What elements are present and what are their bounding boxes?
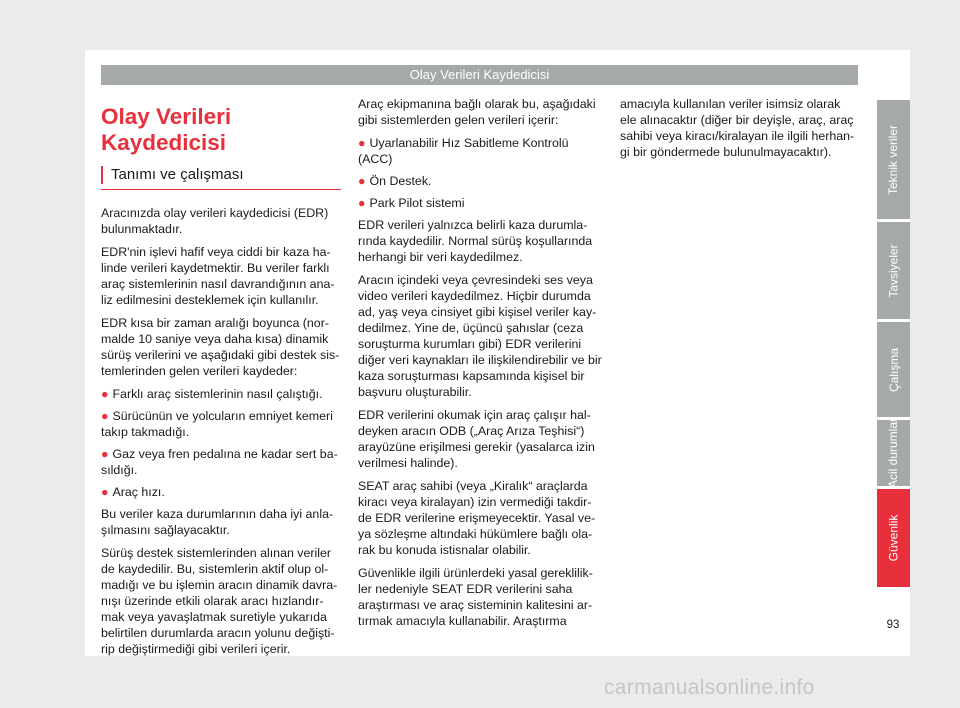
paragraph: EDR verilerini okumak için araç çalışır hal-deyken aracın ODB („Araç Arıza Teşhisi“) arayüzüne erişilmesi gerekir (yasalarca izin verilmesi halinde).	[358, 408, 595, 470]
bullet-icon: ●	[358, 136, 366, 150]
paragraph: SEAT araç sahibi (veya „Kiralık“ araçlarda kiracı veya kiralayan) izin vermediği takdir-de EDR verilerine erişmeyecektir. Yasal ve-ya sözleşme altındaki hükümlere bağlı ola-rak bu konuda istisnalar olabilir.	[358, 479, 596, 557]
paragraph: Aracın içindeki veya çevresindeki ses veya video verileri kaydedilmez. Hiçbir durumda ad, yaş veya cinsiyet gibi kişisel veriler kay-dedilmez. Yine de, üçüncü şahıslar (ceza soruşturma kurumları gibi) EDR verilerini diğer veri kaynakları ile ilişkilendirebilir ve bir kaza soruşturması kapsamında kişisel bir başvuru oluşturabilir.	[358, 273, 602, 399]
paragraph: Aracınızda olay verileri kaydedicisi (EDR) bulunmaktadır.	[101, 206, 329, 236]
tab-calisma[interactable]: Çalışma	[877, 322, 910, 417]
tab-acil-durumlar[interactable]: Acil durumlar	[877, 420, 910, 486]
page-number: 93	[886, 619, 900, 631]
paragraph: Araç ekipmanına bağlı olarak bu, aşağıdaki gibi sistemlerden gelen verileri içerir:	[358, 97, 596, 127]
list-item: ● Ön Destek.	[358, 174, 432, 188]
paragraph: amacıyla kullanılan veriler isimsiz olarak ele alınacaktır (diğer bir deyişle, araç, araç sahibi veya kiracı/kiralayan ile ilgili herhan-gi bir göndermede bulunulmayacaktır).	[620, 97, 855, 159]
list-item: ● Park Pilot sistemi	[358, 196, 465, 210]
column-2	[358, 96, 603, 636]
heading-marker	[101, 166, 103, 184]
list-item: ● Sürücünün ve yolcuların emniyet kemeri takıp takmadığı.	[101, 409, 333, 439]
bullet-icon: ●	[101, 447, 109, 461]
tab-guvenlik[interactable]: Güvenlik	[877, 489, 910, 587]
section-heading	[101, 166, 341, 190]
bullet-icon: ●	[358, 196, 366, 210]
list-item: ● Uyarlanabilir Hız Sabitleme Kontrolü (ACC)	[358, 136, 569, 166]
paragraph: EDR'nin işlevi hafif veya ciddi bir kaza ha-linde verileri kaydetmektir. Bu veriler farklı araç sistemlerinin nasıl davrandığının ana-liz edilmesini desteklemek için kullanılır.	[101, 245, 335, 307]
bullet-icon: ●	[358, 174, 366, 188]
paragraph: EDR verileri yalnızca belirli kaza durumla-rında kaydedilir. Normal sürüş koşullarında herhangi bir veri kaydedilmez.	[358, 218, 593, 264]
list-item: ● Farklı araç sistemlerinin nasıl çalıştığı.	[101, 387, 323, 401]
bullet-icon: ●	[101, 409, 109, 423]
list-item: ● Gaz veya fren pedalına ne kadar sert ba-sıldığı.	[101, 447, 338, 477]
running-header: Olay Verileri Kaydedicisi	[101, 65, 858, 85]
paragraph: Güvenlikle ilgili ürünlerdeki yasal gereklilik-ler nedeniyle SEAT EDR verilerini saha araştırması ve araç sisteminin kalitesini ar-tırmak amacıyla kullanabilir. Araştırma	[358, 566, 593, 628]
column-1	[101, 96, 341, 664]
section-subtitle: Tanımı ve çalışması	[111, 166, 244, 183]
page-title: Olay Verileri Kaydedicisi	[101, 104, 232, 155]
watermark: carmanualsonline.info	[604, 676, 815, 699]
column-3	[620, 96, 858, 167]
paragraph: EDR kısa bir zaman aralığı boyunca (nor-malde 10 saniye veya daha kısa) dinamik sürüş verilerini ve aşağıdaki gibi destek sis-temlerinden gelen verileri kaydeder:	[101, 316, 340, 378]
bullet-icon: ●	[101, 387, 109, 401]
bullet-icon: ●	[101, 485, 109, 499]
list-item: ● Araç hızı.	[101, 485, 165, 499]
paragraph: Sürüş destek sistemlerinden alınan veriler de kaydedilir. Bu, sistemlerin aktif olup ol-madığı ve bu işlemin aracın dinamik davra-nışı üzerinde etkili olarak aracı hızlandır-mak veya yavaşlatmak suretiyle yukarıda belirtilen durumlarda aracın yolunu değişti-rip değiştirmediği gibi verileri içerir.	[101, 546, 338, 656]
tab-teknik-veriler[interactable]: Teknik veriler	[877, 100, 910, 219]
tab-tavsiyeler[interactable]: Tavsiyeler	[877, 222, 910, 319]
paragraph: Bu veriler kaza durumlarının daha iyi anla-şılmasını sağlayacaktır.	[101, 507, 334, 537]
